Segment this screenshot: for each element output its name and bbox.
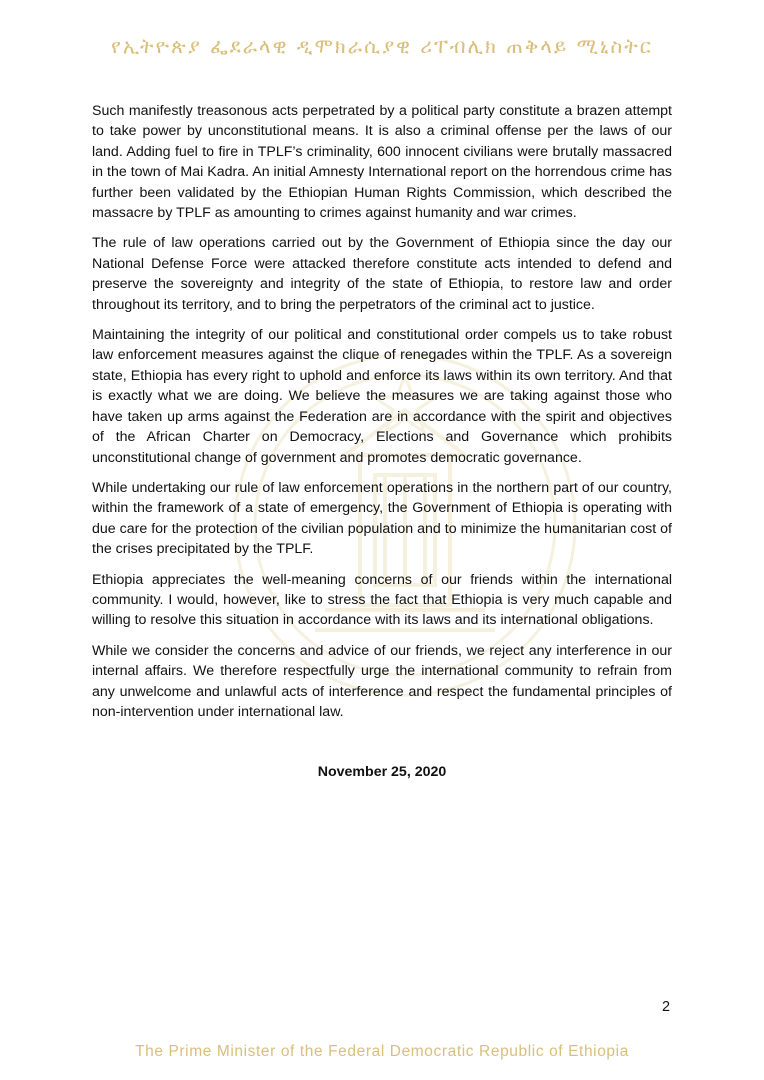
paragraph: While undertaking our rule of law enforcement operations in the northern part of our country, within the framework of a state of emergency, the Government of Ethiopia is operating with due care for the protection of the civilian population and to minimize the humanitarian cost of the crises precipitated by the TPLF. xyxy=(92,479,672,558)
paragraph: While we consider the concerns and advice of our friends, we reject any interference in our internal affairs. We therefore respectfully urge the international community to refrain from any unwelcome and unlawful acts of interference and respect the fundamental principles of non-intervention under international law. xyxy=(92,642,672,720)
letterhead-amharic-title: የኢትዮጵያ ፌደራላዊ ዲሞክራሲያዊ ሪፐብሊክ ጠቅላይ ሚኒስትር xyxy=(111,34,653,58)
letterhead-footer: The Prime Minister of the Federal Democratic Republic of Ethiopia xyxy=(135,1043,629,1060)
paragraph: Such manifestly treasonous acts perpetrated by a political party constitute a brazen attempt to take power by unconstitutional means. It is also a criminal offense per the laws of our land. Adding fuel to fire in TPLF’s criminality, 600 innocent civilians were brutally massacred in the town of Mai Kadra. An initial Amnesty International report on the horrendous crime has further been validated by the Ethiopian Human Rights Commission, which described the massacre by TPLF as amounting to crimes against humanity and war crimes. xyxy=(92,103,672,222)
paragraph: Maintaining the integrity of our political and constitutional order compels us to take robust law enforcement measures against the clique of renegades within the TPLF. As a sovereign state, Ethiopia has every right to uphold and enforce its laws within its own territory. And that is exactly what we are doing. We believe the measures we are taking against those who have taken up arms against the Federation are in accordance with the spirit and objectives of the African Charter on Democracy, Elections and Governance which prohibits unconstitutional change of government and promotes democratic governance. xyxy=(92,327,672,466)
page-number: 2 xyxy=(662,999,671,1015)
paragraph: The rule of law operations carried out by the Government of Ethiopia since the day our National Defense Force were attacked therefore constitute acts intended to defend and preserve the sovereignty and integrity of the state of Ethiopia, to restore law and order throughout its territory, and to bring the perpetrators of the criminal act to justice. xyxy=(92,235,672,313)
letter-body xyxy=(92,101,672,732)
letter-date: November 25, 2020 xyxy=(317,764,447,780)
paragraph: Ethiopia appreciates the well-meaning concerns of our friends within the international community. I would, however, like to stress the fact that Ethiopia is very much capable and willing to resolve this situation in accordance with its laws and its international obligations. xyxy=(92,571,672,629)
